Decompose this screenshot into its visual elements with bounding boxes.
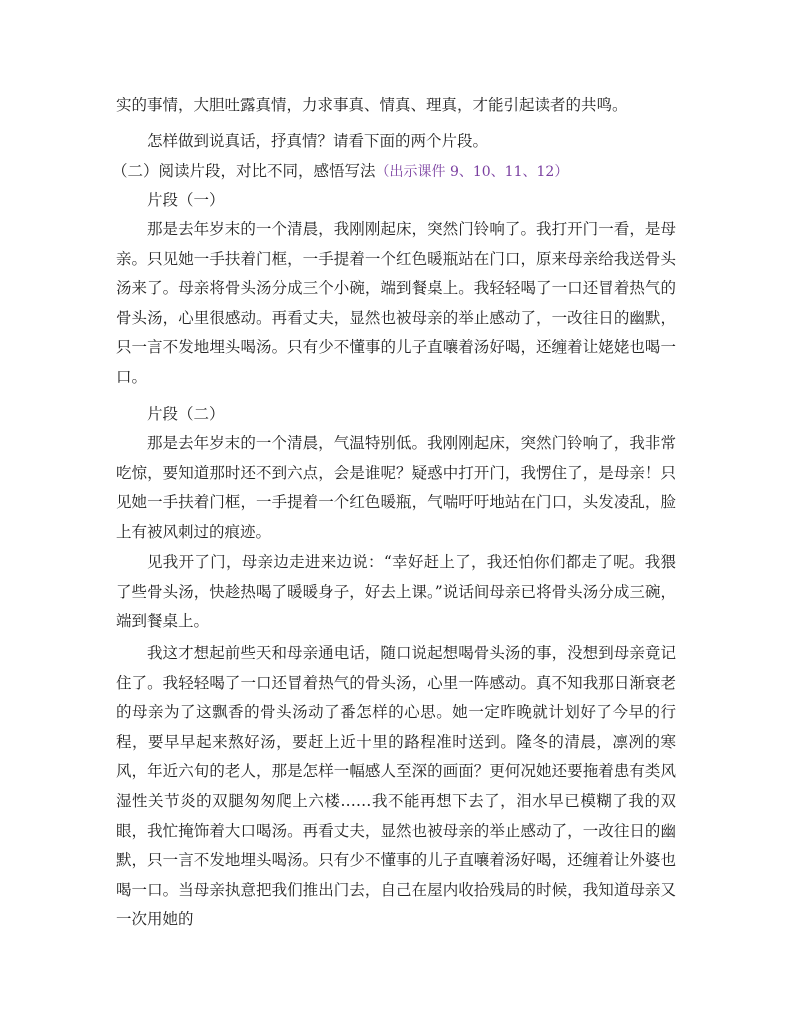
courseware-note: （出示课件 9、10、11、12） [375, 164, 569, 180]
fragment-1-paragraph: 那是去年岁末的一个清晨，我刚刚起床，突然门铃响了。我打开门一看，是母亲。只见她一手扶着门框，一手提着一个红色暖瓶站在门口，原来母亲给我送骨头汤来了。母亲将骨头汤分成三个小碗，端到餐桌上。我轻轻喝了一口还冒着热气的骨头汤，心里很感动。再看丈夫，显然也被母亲的举止感动了，一改往日的幽默，只一言不发地埋头喝汤。只有少不懂事的儿子直嚷着汤好喝，还缠着让姥姥也喝一口。 [116, 220, 676, 386]
intro-line-2: 怎样做到说真话，抒真情？请看下面的两个片段。 [147, 132, 489, 150]
fragment-2-paragraph-2: 见我开了门，母亲边走进来边说：“幸好赶上了，我还怕你们都走了呢。我猥了些骨头汤，快趁热喝了暖暖身子，好去上课。”说话间母亲已将骨头汤分成三碗，端到餐桌上。 [116, 553, 676, 631]
section-heading-text: （二）阅读片段，对比不同，感悟写法 [112, 162, 376, 180]
intro-line-1: 实的事情，大胆吐露真情，力求事真、情真、理真，才能引起读者的共鸣。 [116, 96, 628, 114]
fragment-2-title: 片段（二） [147, 405, 225, 423]
fragment-1-title: 片段（一） [147, 191, 225, 209]
fragment-2-paragraph-1: 那是去年岁末的一个清晨，气温特别低。我刚刚起床，突然门铃响了，我非常吃惊，要知道那时还不到六点，会是谁呢？疑惑中打开门，我愣住了，是母亲！只见她一手扶着门框，一手提着一个红色暖瓶，气喘吁吁地站在门口，头发凌乱，脸上有被风刺过的痕迹。 [116, 434, 676, 541]
fragment-2-paragraph-3: 我这才想起前些天和母亲通电话，随口说起想喝骨头汤的事，没想到母亲竟记住了。我轻轻喝了一口还冒着热气的骨头汤，心里一阵感动。真不知我那日渐衰老的母亲为了这飘香的骨头汤动了番怎样的心思。她一定昨晚就计划好了今早的行程，要早早起来熬好汤，要赶上近十里的路程准时送到。隆冬的清晨，凛冽的寒风，年近六旬的老人，那是怎样一幅感人至深的画面？更何况她还要拖着患有类风湿性关节炎的双腿匆匆爬上六楼……我不能再想下去了，泪水早已模糊了我的双眼，我忙掩饰着大口喝汤。再看丈夫，显然也被母亲的举止感动了，一改往日的幽默，只一言不发地埋头喝汤。只有少不懂事的儿子直嚷着汤好喝，还缠着让外婆也喝一口。当母亲执意把我们推出门去，自己在屋内收拾残局的时候，我知道母亲又一次用她的 [116, 644, 676, 929]
section-heading [112, 161, 568, 182]
